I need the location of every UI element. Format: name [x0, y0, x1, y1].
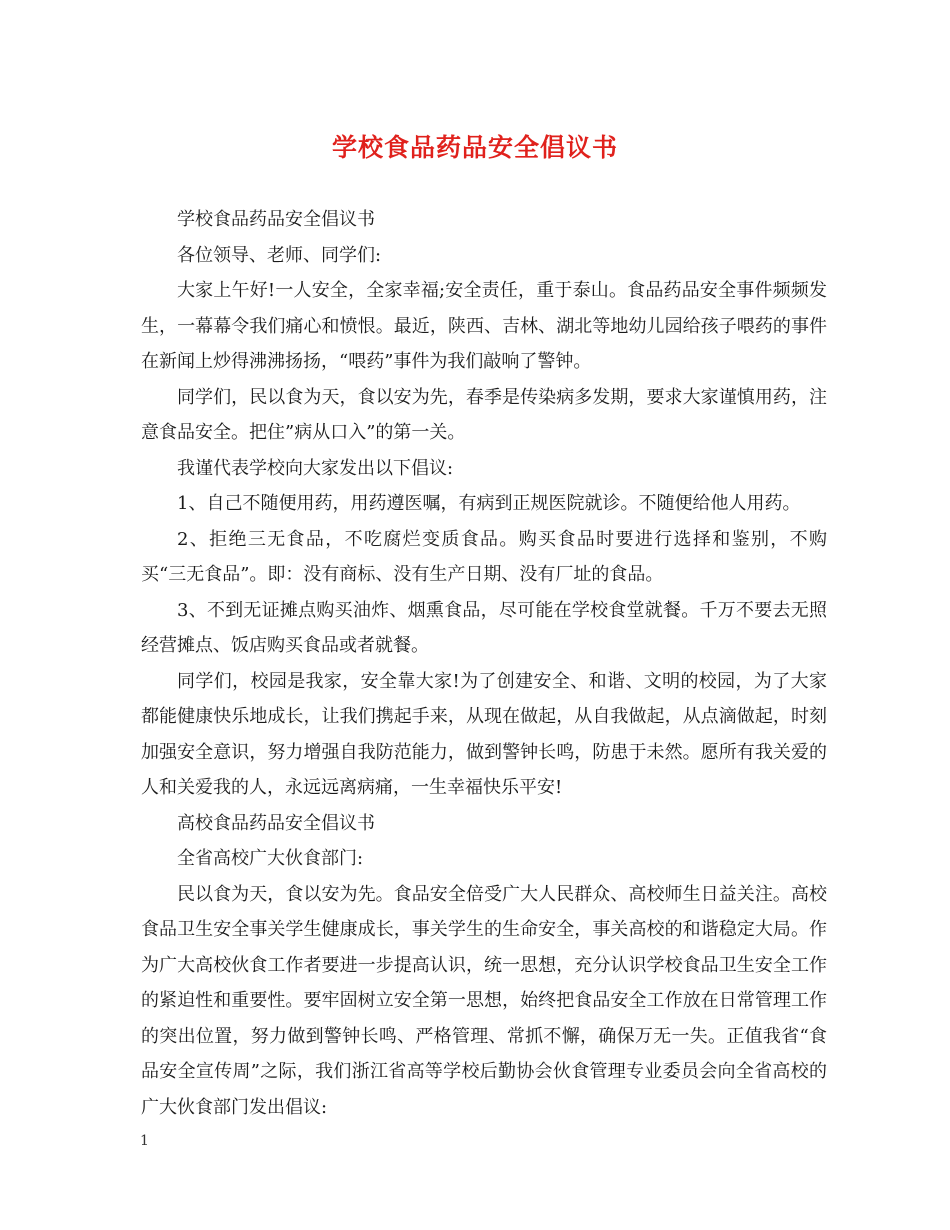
paragraph: 我谨代表学校向大家发出以下倡议: — [177, 457, 454, 479]
document-title: 学校食品药品安全倡议书 — [331, 133, 618, 162]
paragraph-subtitle: 高校食品药品安全倡议书 — [177, 812, 375, 834]
paragraph-subtitle: 学校食品药品安全倡议书 — [177, 209, 375, 230]
document-body — [141, 202, 827, 1125]
paragraph: 同学们，校园是我家，安全靠大家!为了创建安全、和谐、文明的校园，为了大家都能健康快乐地成长，让我们携起手来，从现在做起，从自我做起，从点滴做起，时刻加强安全意识，努力增强自我防范能力，做到警钟长鸣，防患于未然。愿所有我关爱的人和关爱我的人，永远远离病痛，一生幸福快乐平安! — [141, 670, 827, 798]
list-item: 1、自己不随便用药，用药遵医嘱，有病到正规医院就诊。不随便给他人用药。 — [177, 493, 801, 514]
page-number: 1 — [140, 1133, 149, 1149]
paragraph-salutation: 全省高校广大伙食部门: — [177, 848, 364, 869]
paragraph: 大家上午好!一人安全，全家幸福;安全责任，重于泰山。食品药品安全事件频频发生，一幕幕令我们痛心和愤恨。最近，陕西、吉林、湖北等地幼儿园给孩子喂药的事件在新闻上炒得沸沸扬扬，“喂药”事件为我们敲响了警钟。 — [141, 280, 827, 372]
paragraph: 民以食为天，食以安为先。食品安全倍受广大人民群众、高校师生日益关注。高校食品卫生安全事关学生健康成长，事关学生的生命安全，事关高校的和谐稳定大局。作为广大高校伙食工作者要进一步提高认识，统一思想，充分认识学校食品卫生安全工作的紧迫性和重要性。要牢固树立安全第一思想，始终把食品安全工作放在日常管理工作的突出位置，努力做到警钟长鸣、严格管理、常抓不懈，确保万无一失。正值我省“食品安全宣传周”之际，我们浙江省高等学校后勤协会伙食管理专业委员会向全省高校的广大伙食部门发出倡议: — [141, 883, 827, 1118]
paragraph-salutation: 各位领导、老师、同学们: — [177, 244, 382, 266]
list-item: 3、不到无证摊点购买油炸、烟熏食品，尽可能在学校食堂就餐。千万不要去无照经营摊点、饭店购买食品或者就餐。 — [141, 599, 827, 656]
paragraph: 同学们，民以食为天，食以安为先，春季是传染病多发期，要求大家谨慎用药，注意食品安全。把住”病从口入”的第一关。 — [141, 386, 827, 443]
list-item: 2、拒绝三无食品，不吃腐烂变质食品。购买食品时要进行选择和鉴别，不购买“三无食品”。即：没有商标、没有生产日期、没有厂址的食品。 — [141, 528, 827, 585]
